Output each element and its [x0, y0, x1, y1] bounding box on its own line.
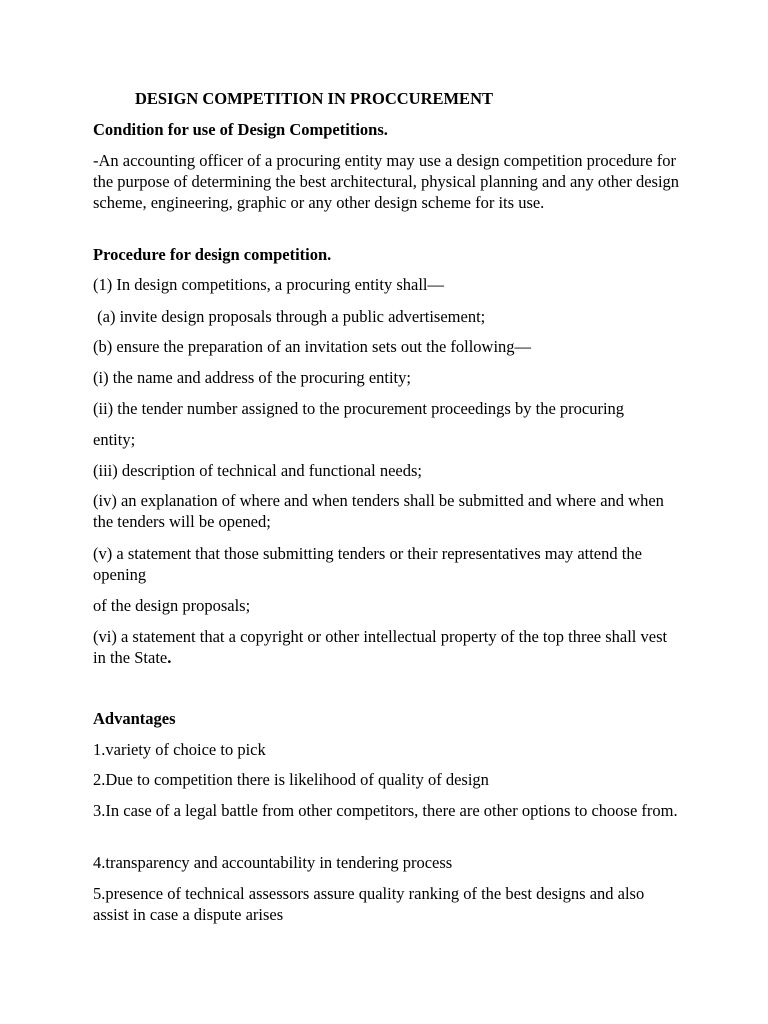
procedure-line-last [93, 626, 683, 668]
condition-heading: Condition for use of Design Competitions. [93, 120, 388, 139]
advantage-item: 5.presence of technical assessors assure quality ranking of the best designs and also assist in case a dispute arises [93, 884, 645, 924]
procedure-line: of the design proposals; [93, 596, 251, 615]
procedure-line: (ii) the tender number assigned to the procurement proceedings by the procuring [93, 399, 625, 418]
procedure-heading: Procedure for design competition. [93, 245, 332, 264]
advantage-item: 2.Due to competition there is likelihood of quality of design [93, 770, 489, 789]
procedure-line: (a) invite design proposals through a public advertisement; [93, 307, 486, 326]
procedure-line: entity; [93, 430, 136, 449]
procedure-line-text: (vi) a statement that a copyright or other intellectual property of the top three shall vest in the State [93, 627, 668, 667]
procedure-line: (iv) an explanation of where and when tenders shall be submitted and where and when the tenders will be opened; [93, 491, 664, 531]
advantages-heading: Advantages [93, 709, 176, 728]
page-title: DESIGN COMPETITION IN PROCCUREMENT [135, 89, 493, 108]
procedure-line-period: . [167, 648, 172, 667]
procedure-line: (1) In design competitions, a procuring entity shall— [93, 275, 445, 294]
procedure-line: (v) a statement that those submitting tenders or their representatives may attend the opening [93, 544, 642, 584]
procedure-line: (b) ensure the preparation of an invitation sets out the following— [93, 337, 532, 356]
advantage-item: 1.variety of choice to pick [93, 740, 266, 759]
procedure-line: (iii) description of technical and functional needs; [93, 461, 422, 480]
condition-paragraph: -An accounting officer of a procuring entity may use a design competition procedure for the purpose of determining the best architectural, physical planning and any other design scheme, engineering, graphic or any other design scheme for its use. [93, 151, 680, 212]
procedure-line: (i) the name and address of the procuring entity; [93, 368, 411, 387]
advantage-item: 3.In case of a legal battle from other competitors, there are other options to choose from. [93, 801, 678, 820]
advantage-item: 4.transparency and accountability in tendering process [93, 853, 453, 872]
